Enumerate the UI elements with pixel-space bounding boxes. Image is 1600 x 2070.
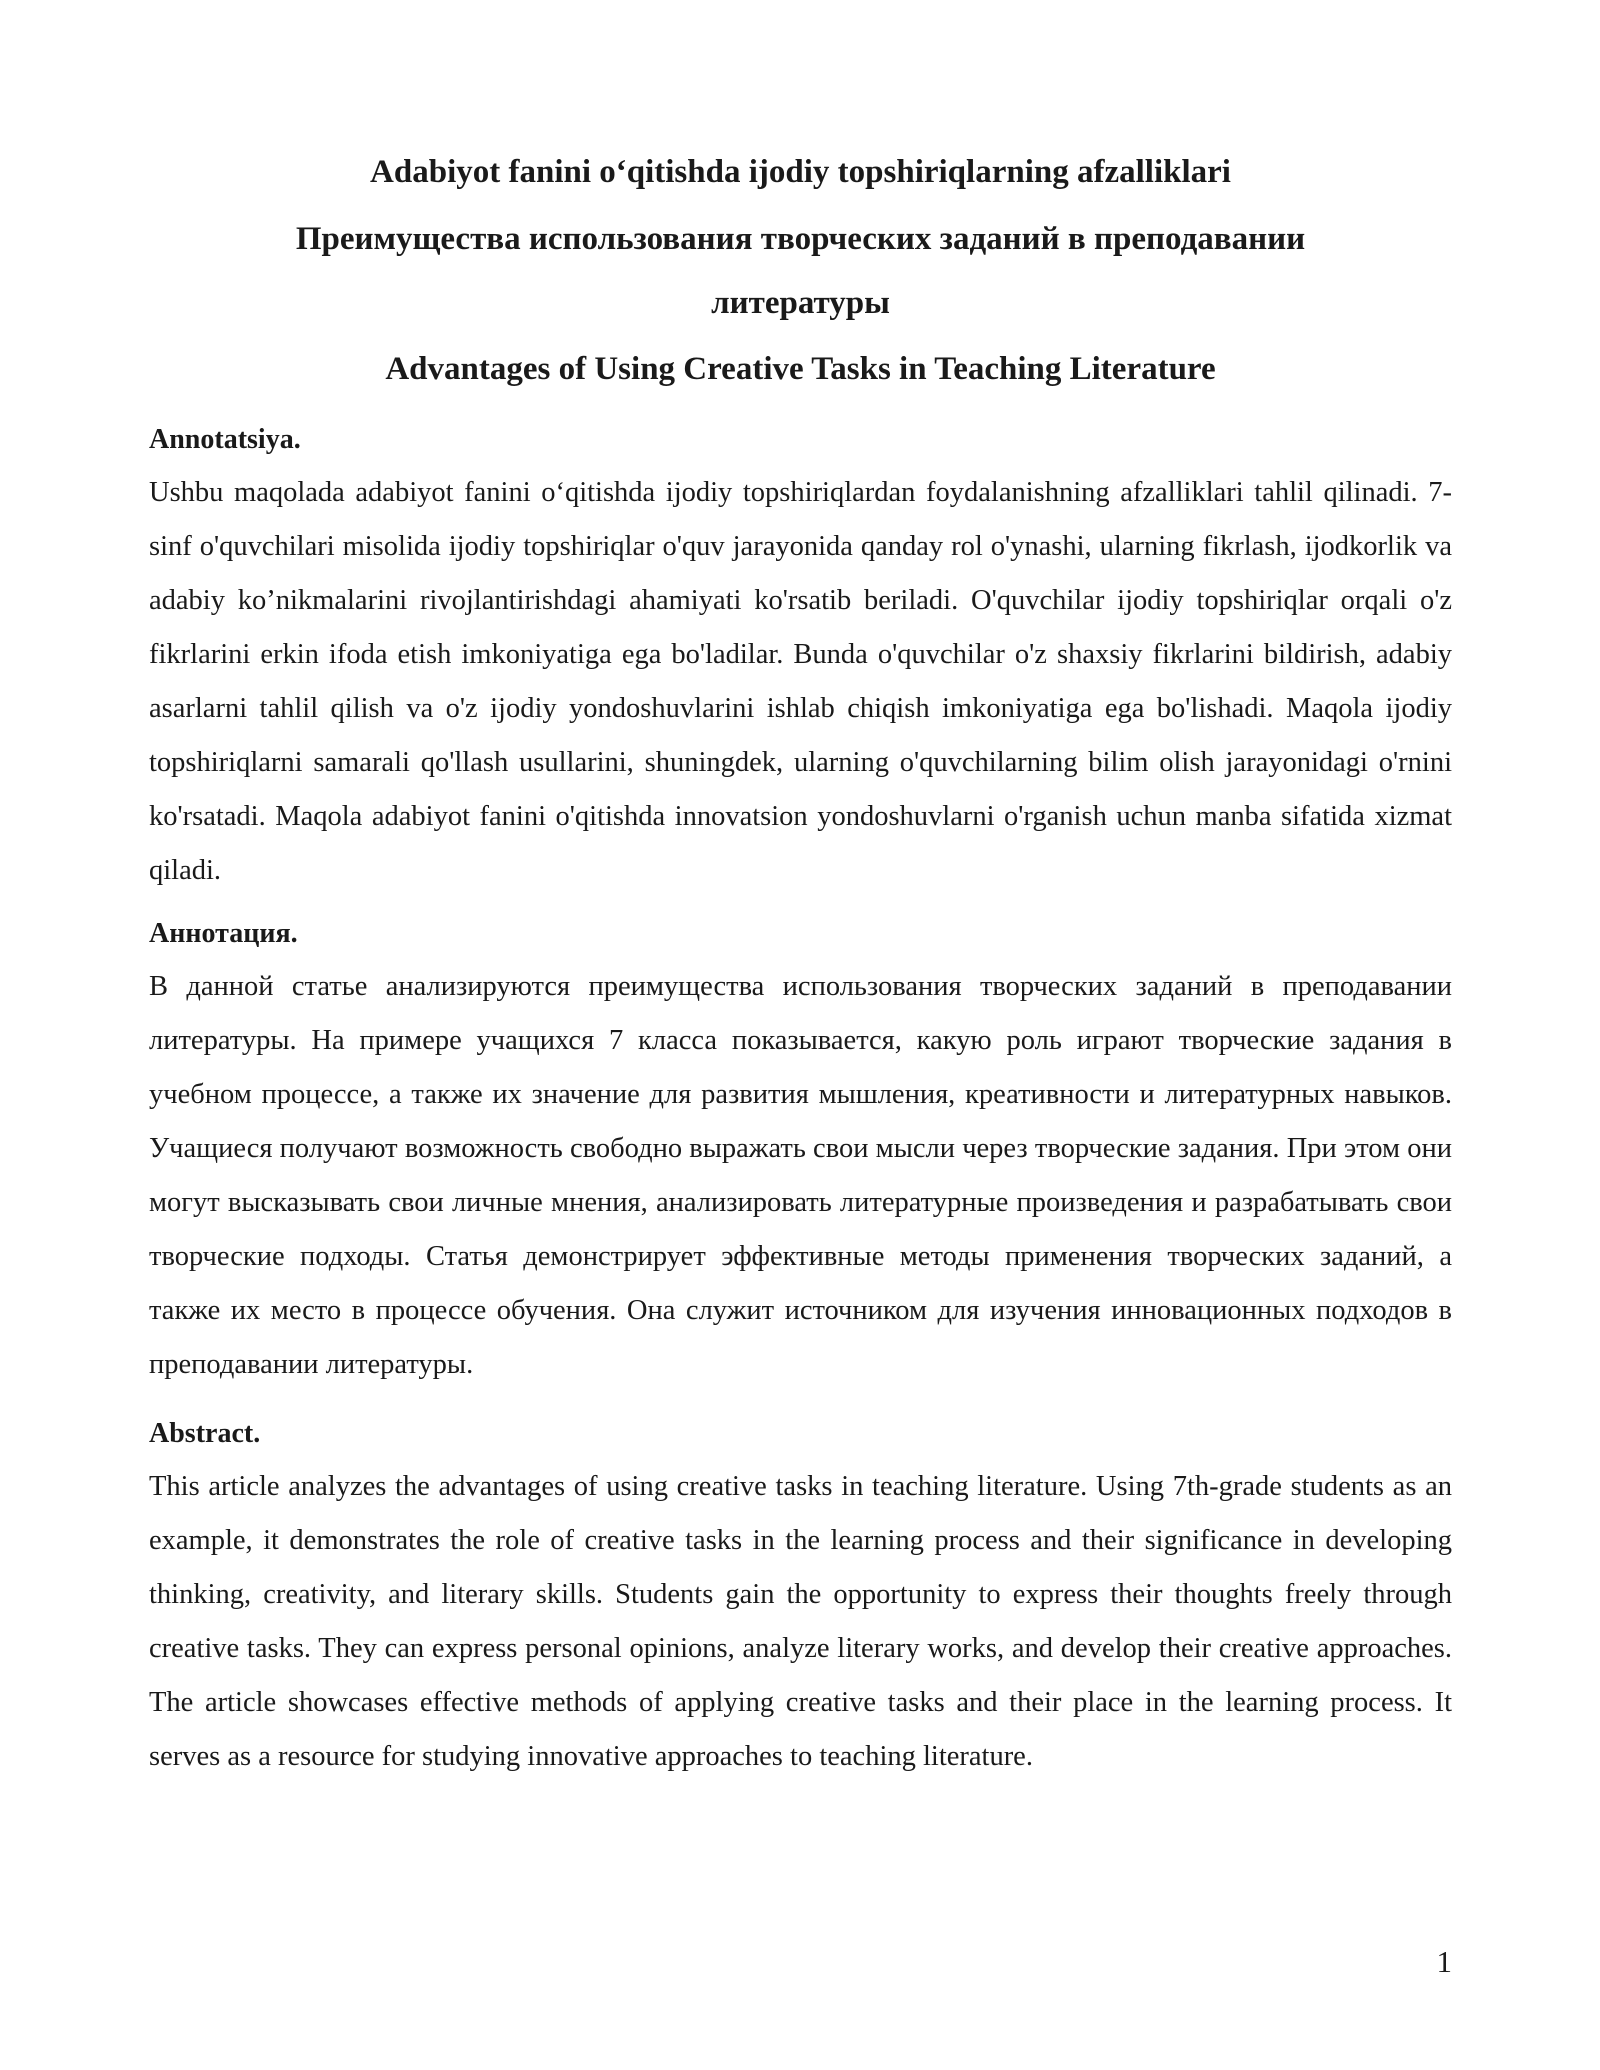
annotation-russian <box>149 918 1452 1392</box>
annotation-russian-text: В данной статье анализируются преимущества использования творческих заданий в преподавании литературы. На примере учащихся 7 класса показывается, какую роль играют творческие задания в учебном процессе, а также их значение для развития мышления, креативности и литературных навыков. Учащиеся получают возможность свободно выражать свои мысли через творческие задания. При этом они могут высказывать свои личные мнения, анализировать литературные произведения и разрабатывать свои творческие подходы. Статья демонстрирует эффективные методы применения творческих заданий, а также их место в процессе обучения. Она служит источником для изучения инновационных подходов в преподавании литературы. <box>149 971 1452 1380</box>
annotation-uzbek <box>149 424 1452 898</box>
title-uzbek: Adabiyot fanini o‘qitishda ijodiy topshiriqlarning afzalliklari <box>370 154 1231 190</box>
annotation-uzbek-text: Ushbu maqolada adabiyot fanini o‘qitishda ijodiy topshiriqlardan foydalanishning afzalliklari tahlil qilinadi. 7-sinf o'quvchilari misolida ijodiy topshiriqlar o'quv jarayonida qanday rol o'ynashi, ularning fikrlash, ijodkorlik va adabiy ko’nikmalarini rivojlantirishdagi ahamiyati ko'rsatib beriladi. O'quvchilar ijodiy topshiriqlar orqali o'z fikrlarini erkin ifoda etish imkoniyatiga ega bo'ladilar. Bunda o'quvchilar o'z shaxsiy fikrlarini bildirish, adabiy asarlarni tahlil qilish va o'z ijodiy yondoshuvlarini ishlab chiqish imkoniyatiga ega bo'lishadi. Maqola ijodiy topshiriqlarni samarali qo'llash usullarini, shuningdek, ularning o'quvchilarning bilim olish jarayonidagi o'rnini ko'rsatadi. Maqola adabiyot fanini o'qitishda innovatsion yondoshuvlarni o'rganish uchun manba sifatida xizmat qiladi. <box>149 477 1452 886</box>
abstract-english <box>149 1418 1452 1784</box>
paper-page <box>149 138 1452 1784</box>
title-russian: Преимущества использования творческих заданий в преподавании литературы <box>295 221 1306 321</box>
abstract-english-text: This article analyzes the advantages of using creative tasks in teaching literature. Using 7th-grade students as an example, it demonstrates the role of creative tasks in the learning process and their significance in developing thinking, creativity, and literary skills. Students gain the opportunity to express their thoughts freely through creative tasks. They can express personal opinions, analyze literary works, and develop their creative approaches. The article showcases effective methods of applying creative tasks and their place in the learning process. It serves as a resource for studying innovative approaches to teaching literature. <box>149 1471 1452 1772</box>
page-number: 1 <box>1436 1944 1452 1979</box>
annotation-russian-heading: Аннотация. <box>149 918 298 949</box>
annotation-uzbek-heading: Annotatsiya. <box>149 424 301 455</box>
abstract-english-heading: Abstract. <box>149 1418 261 1449</box>
title-english: Advantages of Using Creative Tasks in Teaching Literature <box>385 351 1216 387</box>
